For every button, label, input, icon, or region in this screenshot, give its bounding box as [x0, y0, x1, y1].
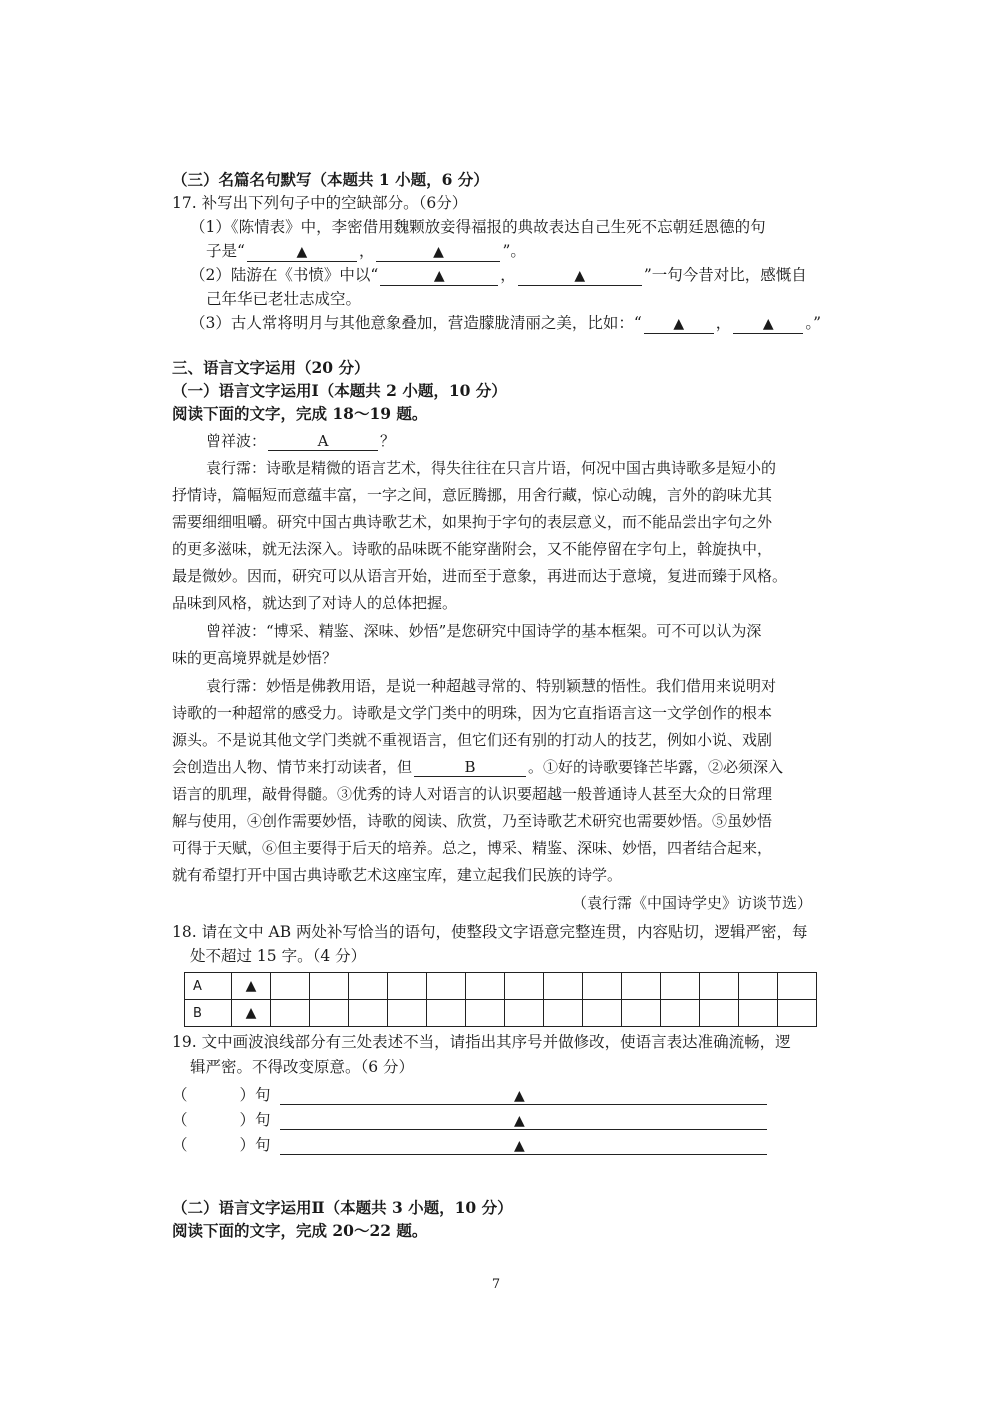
answer-cell[interactable] — [349, 973, 388, 1000]
answer-cell[interactable] — [739, 973, 778, 1000]
passage-p3-line — [172, 757, 783, 777]
q17-item3-mid: ， — [715, 314, 732, 332]
passage-source: （袁行霈《中国诗学史》访谈节选） — [572, 894, 813, 912]
q19-stem-line1: 19. 文中画波浪线部分有三处表述不当，请指出其序号并做修改，使语言表达准确流畅，逻 — [172, 1033, 791, 1051]
triangle-icon: ▲ — [673, 316, 685, 332]
q17-item1-line1: （1）《陈情表》中，李密借用魏颗放妾得福报的典故表达自己生死不忘朝廷恩德的句 — [190, 218, 766, 236]
paren-close: ）句 — [239, 1136, 271, 1154]
triangle-icon: ▲ — [514, 1113, 525, 1129]
blank-b[interactable] — [414, 758, 526, 777]
passage-p3-pre: 会创造出人物、情节来打动读者，但 — [172, 758, 413, 776]
blank-b-label: B — [464, 758, 476, 776]
passage-p1-line: 需要细细咀嚼。研究中国古典诗歌艺术，如果拘于字句的表层意义，而不能品尝出字句之外 — [172, 513, 773, 531]
q17-item2-line1 — [190, 265, 807, 286]
answer-cell[interactable] — [232, 1000, 271, 1027]
answer-cell[interactable] — [778, 973, 817, 1000]
passage-p3-line: 可得于天赋，⑥但主要得于后天的培养。总之，博采、精鉴、深味、妙悟，四者结合起来， — [172, 839, 773, 857]
q17-item1-mid: ， — [358, 242, 375, 260]
q19-stem-line2: 辑严密。不得改变原意。（6 分） — [190, 1058, 415, 1076]
answer-cell[interactable] — [310, 1000, 349, 1027]
answer-cell[interactable] — [388, 1000, 427, 1027]
q18-stem-line1: 18. 请在文中 AB 两处补写恰当的语句，使整段文字语意完整连贯，内容贴切，逻辑严密，每 — [172, 923, 808, 941]
passage-p2-line: 味的更高境界就是妙悟？ — [172, 649, 338, 667]
passage-p1-line: 最是微妙。因而，研究可以从语言开始，进而至于意象，再进而达于意境，复进而臻于风格。 — [172, 567, 788, 585]
q18-stem-line2: 处不超过 15 字。（4 分） — [190, 947, 367, 965]
passage-q1-end: ？ — [380, 432, 396, 450]
answer-cell[interactable] — [583, 1000, 622, 1027]
page-number: 7 — [491, 1277, 501, 1292]
passage-p3-post: 。①好的诗歌要锋芒毕露，②必须深入 — [528, 758, 784, 776]
passage-p3-line: 就有希望打开中国古典诗歌艺术这座宝库，建立起我们民族的诗学。 — [172, 866, 623, 884]
answer-cell[interactable] — [466, 973, 505, 1000]
answer-row-b — [185, 1000, 817, 1027]
answer-cell[interactable] — [349, 1000, 388, 1027]
answer-cell[interactable] — [271, 973, 310, 1000]
subsection-title-1: （一）语言文字运用Ⅰ（本题共 2 小题，10 分） — [172, 381, 507, 400]
q19-answer-row — [172, 1135, 271, 1155]
paren-open: （ — [172, 1136, 188, 1154]
reading-instruction-1: 阅读下面的文字，完成 18～19 题。 — [172, 404, 428, 423]
q17-item2-post: ”一句今昔对比，感慨自 — [643, 266, 807, 284]
q17-item1-post: ”。 — [502, 242, 526, 260]
answer-cell[interactable] — [739, 1000, 778, 1027]
passage-p1-line: 品味到风格，就达到了对诗人的总体把握。 — [172, 594, 458, 612]
paren-open: （ — [172, 1111, 188, 1129]
triangle-icon: ▲ — [433, 244, 444, 260]
q19-answer-row — [172, 1110, 271, 1130]
passage-p1-line: 的更多滋味，就无法深入。诗歌的品味既不能穿凿附会，又不能停留在字句上，斡旋执中， — [172, 540, 773, 558]
q17-item3-pre: （3）古人常将明月与其他意象叠加，营造朦胧清丽之美，比如：“ — [190, 314, 642, 332]
answer-cell[interactable] — [583, 973, 622, 1000]
answer-cell[interactable] — [388, 973, 427, 1000]
q17-item2-line2: 己年华已老壮志成空。 — [206, 290, 362, 308]
passage-p1-line: 袁行霈：诗歌是精微的语言艺术，得失往往在只言片语，何况中国古典诗歌多是短小的 — [206, 459, 777, 477]
blank-a-label: A — [317, 432, 329, 450]
answer-cell[interactable] — [778, 1000, 817, 1027]
triangle-icon: ▲ — [574, 268, 586, 284]
answer-cell[interactable] — [544, 1000, 583, 1027]
answer-cell[interactable] — [661, 973, 700, 1000]
q17-stem: 17. 补写出下列句子中的空缺部分。（6分） — [172, 194, 468, 212]
answer-cell[interactable] — [622, 1000, 661, 1027]
q17-item1-line2 — [206, 241, 526, 262]
part-title-3: 三、语言文字运用（20 分） — [172, 358, 370, 377]
blank-a[interactable] — [268, 432, 378, 451]
answer-row-a — [185, 973, 817, 1000]
paren-close: ）句 — [239, 1111, 271, 1129]
answer-cell[interactable] — [427, 973, 466, 1000]
answer-cell[interactable] — [310, 973, 349, 1000]
triangle-icon: ▲ — [245, 1005, 257, 1021]
q17-item2-blank-2[interactable] — [518, 266, 642, 286]
q17-item3-post: 。” — [805, 314, 821, 332]
passage-p3-line: 诗歌的一种超常的感受力。诗歌是文学门类中的明珠，因为它直指语言这一文学创作的根本 — [172, 704, 773, 722]
triangle-icon: ▲ — [433, 268, 445, 284]
q17-item2-blank-1[interactable] — [380, 266, 498, 286]
reading-instruction-2: 阅读下面的文字，完成 20～22 题。 — [172, 1221, 428, 1240]
triangle-icon: ▲ — [245, 978, 257, 994]
answer-cell[interactable] — [505, 1000, 544, 1027]
paren-open: （ — [172, 1086, 188, 1104]
passage-p3-line: 语言的肌理，敲骨得髓。③优秀的诗人对语言的认识要超越一般普通诗人甚至大众的日常理 — [172, 785, 773, 803]
passage-q1 — [206, 431, 395, 451]
subsection-title-2: （二）语言文字运用Ⅱ（本题共 3 小题，10 分） — [172, 1198, 513, 1217]
triangle-icon: ▲ — [762, 316, 774, 332]
answer-cell[interactable] — [232, 973, 271, 1000]
q17-item2-pre: （2）陆游在《书愤》中以“ — [190, 266, 379, 284]
q17-item3-blank-1[interactable] — [644, 314, 714, 334]
q17-item3-blank-2[interactable] — [733, 314, 803, 334]
answer-cell[interactable] — [427, 1000, 466, 1027]
q17-item1-pre: 子是“ — [206, 242, 245, 260]
answer-cell[interactable] — [505, 973, 544, 1000]
answer-cell[interactable] — [544, 973, 583, 1000]
answer-cell[interactable] — [661, 1000, 700, 1027]
paren-close: ）句 — [239, 1086, 271, 1104]
q19-answer-row — [172, 1085, 271, 1105]
triangle-icon: ▲ — [514, 1088, 525, 1104]
passage-p1-line: 抒情诗，篇幅短而意蕴丰富，一字之间，意匠腾挪，用舍行藏，惊心动魄，言外的韵味尤其 — [172, 486, 773, 504]
triangle-icon: ▲ — [514, 1138, 525, 1154]
row-label-b: B — [185, 1000, 232, 1027]
q17-item2-mid: ， — [500, 266, 516, 284]
q17-item1-blank-2[interactable] — [376, 242, 500, 262]
row-label-a: A — [185, 973, 232, 1000]
passage-p2-line: 曾祥波：“博采、精鉴、深味、妙悟”是您研究中国诗学的基本框架。可不可以认为深 — [206, 622, 762, 640]
section-title-3: （三）名篇名句默写（本题共 1 小题，6 分） — [172, 170, 489, 189]
passage-p3-line: 袁行霈：妙悟是佛教用语，是说一种超越寻常的、特别颖慧的悟性。我们借用来说明对 — [206, 677, 777, 695]
q17-item3-line — [190, 313, 821, 334]
answer-cell[interactable] — [700, 1000, 739, 1027]
answer-cell[interactable] — [622, 973, 661, 1000]
answer-cell[interactable] — [271, 1000, 310, 1027]
speaker-label: 曾祥波： — [206, 432, 267, 450]
q17-item1-blank-1[interactable] — [247, 242, 357, 262]
passage-p3-line: 源头。不是说其他文学门类就不重视语言，但它们还有别的打动人的技艺，例如小说、戏剧 — [172, 731, 773, 749]
q18-answer-grid — [184, 972, 817, 1027]
answer-cell[interactable] — [466, 1000, 505, 1027]
passage-p3-line: 解与使用，④创作需要妙悟，诗歌的阅读、欣赏，乃至诗歌艺术研究也需要妙悟。⑤虽妙悟 — [172, 812, 773, 830]
answer-cell[interactable] — [700, 973, 739, 1000]
triangle-icon: ▲ — [296, 244, 308, 260]
